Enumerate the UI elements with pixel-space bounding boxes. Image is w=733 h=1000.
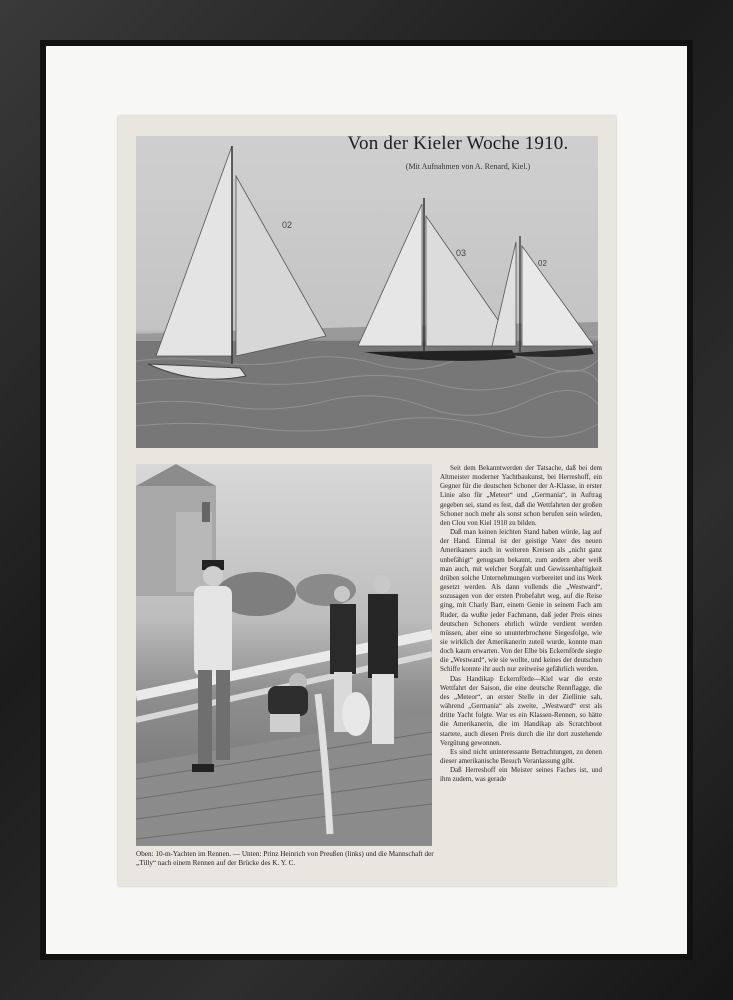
- figure-prince-heinrich: [192, 560, 232, 772]
- paragraph: Daß Herreshoff ein Meister seines Faches ist, und ihm zudem, was gerade: [440, 766, 602, 784]
- sail-number-middle: 03: [456, 248, 467, 258]
- photo-pier-crew: [136, 464, 432, 846]
- magazine-page: [118, 116, 616, 886]
- yacht-right: [492, 236, 594, 357]
- paragraph: Seit dem Bekanntwerden der Tatsache, daß bei dem Altmeister moderner Yachtbaukunst, bei Herreshoff, ein Gegner für die deutschen Schoner der A-Klasse, in erster Linie also für „Meteor“ und „Germania“, in Auftrag gegeben sei, stand es fest, daß die Wettfahrten der großen Schoner noch mehr als sonst schon berufen sein würden, den Clou von Kiel 1910 zu bilden.: [440, 464, 602, 527]
- racing-yachts-illustration: [136, 136, 598, 448]
- paragraph: Daß man keinen leichten Stand haben würde, lag auf der Hand. Einmal ist der geistige Vater des neuen Amerikaners auch in weiteren Kreisen als „nicht ganz unbefähigt“ genugsam bekannt, zum andern aber weiß man auch, mit welcher Sorgfalt und Gewissenhaftigkeit drüben solche Unternehmungen vorbereitet und ins Werk gesetzt werden. Als dann vollends die „Westward“, sozusagen von der ersten Probefahrt weg, auf die Reise ging, mit Charly Barr, einem Genie in seinem Fach am Ruder, da wußte jeder Fachmann, daß jeder Preis eines deutschen Schoners ehrlich würde verdient werden müssen, aber eine so ununterbrochene Siegesfolge, wie sie wirklich der Amerikanerin zuteil wurde, konnte man doch kaum erwarten. Von der Elbe bis Eckernförde siegte die „Westward“, wie sie wollte, und keines der deutschen Schiffe konnte ihr auch nur zeitweise gefährlich werden.: [440, 528, 602, 674]
- mainsail-left: [156, 146, 232, 356]
- article-title: Von der Kieler Woche 1910.: [347, 133, 569, 154]
- sail-number-right: 02: [538, 259, 547, 268]
- photo-caption: Oben: 10-m-Yachten im Rennen. — Unten: Prinz Heinrich von Preußen (links) und die Mannschaft der „Tilly“ nach einem Rennen auf der Brücke des K. Y. C.: [136, 850, 434, 867]
- sail-number-left: 02: [282, 220, 293, 230]
- paragraph: Es sind nicht uninteressante Betrachtungen, zu denen dieser amerikanische Besuch Veranlassung gibt.: [440, 747, 602, 765]
- pier-crew-illustration: [136, 464, 432, 846]
- yacht-middle: [358, 198, 516, 361]
- photo-credit: (Mit Aufnahmen von A. Renard, Kiel.): [405, 162, 531, 171]
- paragraph: Das Handikap Eckernförde—Kiel war die erste Wettfahrt der Saison, die eine deutsche Rennflagge, die des „Meteor“, an erster Stelle in der Ziellinie sah, während „Germania“ als zweite, „Westward“ erst als dritte Yacht folgte. War es ein Klassen-Rennen, so hätte die Amerikanerin, die im Handikap als Scratchboot startete, auch diesen Preis durch die ihr dort zustehende Vergütung gewonnen.: [440, 674, 602, 747]
- figure-sailors-standing: [330, 575, 398, 744]
- article-text-column: [440, 464, 602, 784]
- jib-left: [236, 176, 326, 356]
- photo-racing-yachts: [136, 136, 598, 448]
- figure-crouching-sailor: [268, 673, 308, 732]
- sea-water: [136, 341, 598, 448]
